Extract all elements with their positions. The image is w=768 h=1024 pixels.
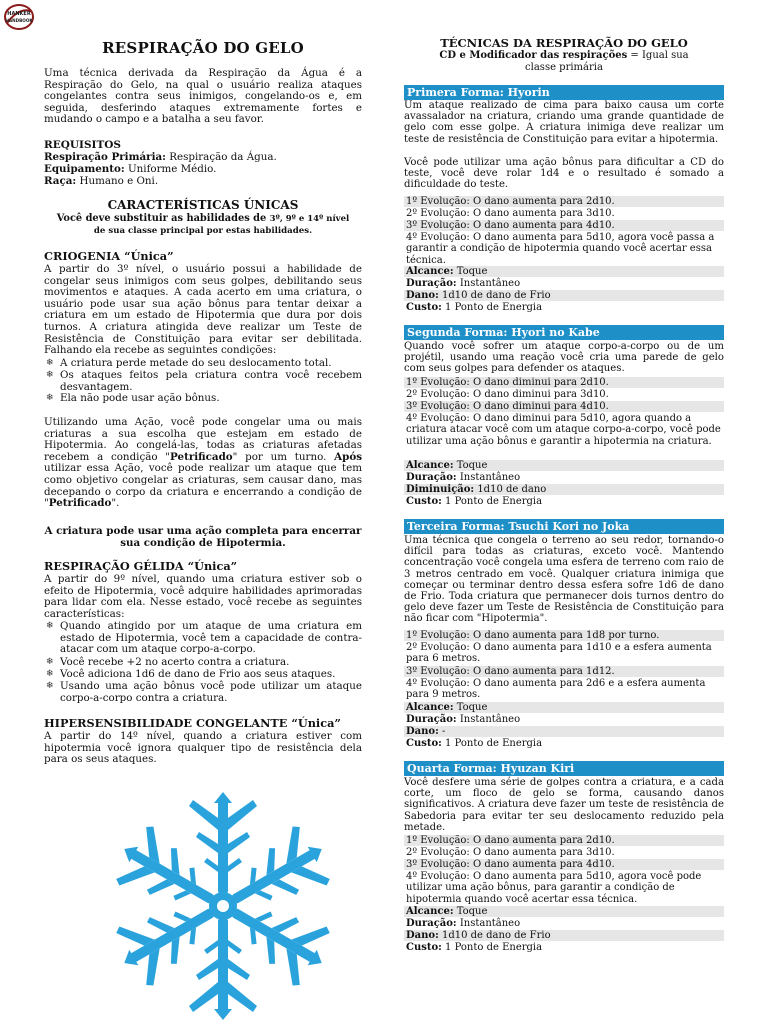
form-2-duration: Duração: Instantâneo: [404, 472, 724, 483]
form-2-reduction: Diminuição: 1d10 de dano: [404, 484, 724, 495]
gelida-bullet-3: ❄ Você adiciona 1d6 de dano de Frio aos seus ataques.: [46, 668, 336, 680]
characteristics-heading: CARACTERÍSTICAS ÚNICAS: [107, 198, 299, 212]
form-4-cost: Custo: 1 Ponto de Energia: [404, 942, 724, 953]
logo-line2: HANDBOOK: [5, 18, 33, 23]
gelida-bullet-1: ❄ Quando atingido por um ataque de uma criatura em estado de Hipotermia, você tem a capacidade de contra-atacar com um ataque corpo-a-corpo.: [46, 620, 362, 656]
form-3-header: Terceira Forma: Tsuchi Kori no Joka: [404, 519, 724, 534]
handbook-logo: [4, 3, 34, 31]
criogenia-text: A partir do 3º nível, o usuário possui a habilidade de congelar seus inimigos com seus golpes, debilitando seus movimentos e ataques. A cada acerto em uma criatura, o usuário pode usar sua ação bônus para tentar deixar a criatura em um estado de Hipotermia que dura por dois turnos. A criatura atingida deve realizar um Teste de Resistência de Constituição para evitar ser debilitada. Falhando ela recebe as seguintes condições:: [44, 263, 362, 357]
characteristics-sub-1: Você deve substituir as habilidades de 3º, 9º e 14º nível: [56, 213, 350, 224]
criogenia-note: A criatura pode usar uma ação completa para encerrar sua condição de Hipotermia.: [44, 525, 362, 549]
form-1-range: Alcance: Toque: [404, 266, 724, 277]
form-3-range: Alcance: Toque: [404, 702, 724, 713]
gelida-bullet-2: ❄ Você recebe +2 no acerto contra a criatura.: [46, 656, 290, 668]
snowflake-bullet-icon: ❄: [46, 669, 54, 679]
snowflake-icon: [108, 792, 338, 1020]
techniques-title: TÉCNICAS DA RESPIRAÇÃO DO GELO: [440, 36, 688, 50]
form-4-range: Alcance: Toque: [404, 906, 724, 917]
form-2-evo-2: 2º Evolução: O dano diminui para 3d10.: [404, 389, 724, 400]
form-4-evo-3: 3º Evolução: O dano aumenta para 4d10.: [404, 859, 724, 870]
form-1-desc: Um ataque realizado de cima para baixo causa um corte avassalador na criatura, criando uma grande quantidade de gelo com esse golpe. A criatura inimiga deve realizar um teste de resistência de Constituição para evitar a hipotermia.: [404, 100, 724, 145]
form-4-damage: Dano: 1d10 de dano de Frio: [404, 930, 724, 941]
form-4-evo-4: 4º Evolução: O dano aumenta para 5d10, agora você pode utilizar uma ação bônus, para garantir a condição de hipotermia quando você acertar essa técnica.: [404, 871, 724, 904]
gelida-heading: RESPIRAÇÃO GÉLIDA “Única”: [44, 559, 238, 573]
form-3-evo-1: 1º Evolução: O dano aumenta para 1d8 por turno.: [404, 630, 724, 641]
form-3-evo-3: 3º Evolução: O dano aumenta para 1d12.: [404, 666, 724, 677]
snowflake-bullet-icon: ❄: [46, 393, 54, 403]
snowflake-bullet-icon: ❄: [46, 621, 54, 631]
hiper-heading: HIPERSENSIBILIDADE CONGELANTE “Única”: [44, 716, 341, 730]
req-primary: Respiração Primária: Respiração da Água.: [44, 151, 277, 163]
form-1-evo-4: 4º Evolução: O dano aumenta para 5d10, agora você passa a garantir a condição de hipotermia quando você acertar essa técnica.: [404, 232, 724, 265]
techniques-subtitle: CD e Modificador das respirações = Igual sua classe primária: [439, 50, 689, 73]
form-1-desc-2: Você pode utilizar uma ação bônus para dificultar a CD do teste, você deve rolar 1d4 e o resultado é somado a dificuldade do teste.: [404, 157, 724, 191]
snowflake-bullet-icon: ❄: [46, 358, 54, 368]
form-2-desc: Quando você sofrer um ataque corpo-a-corpo ou de um projétil, usando uma reação você cria uma parede de gelo com seus golpes para defender os ataques.: [404, 341, 724, 375]
gelida-text: A partir do 9º nível, quando uma criatura estiver sob o efeito de Hipotermia, você adquire habilidades aprimoradas para lidar com ela. Nesse estado, você recebe as seguintes características:: [44, 573, 362, 620]
form-3-duration: Duração: Instantâneo: [404, 714, 724, 725]
characteristics-sub-2: de sua classe principal por estas habilidades.: [93, 226, 313, 236]
form-2-evo-1: 1º Evolução: O dano diminui para 2d10.: [404, 377, 724, 388]
req-race: Raça: Humano e Oni.: [44, 175, 159, 187]
form-3-desc: Uma técnica que congela o terreno ao seu redor, tornando-o difícil para todas as criaturas, exceto você. Mantendo concentração você congela uma esfera de terreno com raio de 3 metros centrado em você. Qualquer criatura inimiga que começar ou terminar dentro dessa esfera sofre 1d6 de dano de Frio. Toda criatura que permanecer dois turnos dentro do gelo deve fazer um Teste de Resistência de Constituição para não ficar com "Hipotermia".: [404, 535, 724, 625]
snowflake-bullet-icon: ❄: [46, 681, 54, 691]
form-4-header: Quarta Forma: Hyuzan Kiri: [404, 761, 724, 776]
form-1-header: Primera Forma: Hyorin: [404, 85, 724, 100]
form-4-evo-2: 2º Evolução: O dano aumenta para 3d10.: [404, 847, 724, 858]
snowflake-bullet-icon: ❄: [46, 370, 54, 380]
logo-line1: HANKER: [7, 11, 31, 17]
form-1-evo-1: 1º Evolução: O dano aumenta para 2d10.: [404, 196, 724, 207]
form-3-evo-2: 2º Evolução: O dano aumenta para 1d10 e a esfera aumenta para 6 metros.: [404, 642, 724, 664]
intro-paragraph: Uma técnica derivada da Respiração da Água é a Respiração do Gelo, na qual o usuário realiza ataques congelantes contra seus inimigos, congelando-os e, em seguida, desferindo ataques extremamente fortes e mudando o campo e a batalha a seu favor.: [44, 67, 362, 126]
form-1-evo-2: 2º Evolução: O dano aumenta para 3d10.: [404, 208, 724, 219]
form-1-cost: Custo: 1 Ponto de Energia: [404, 302, 724, 313]
snowflake-bullet-icon: ❄: [46, 657, 54, 667]
criogenia-text-2: Utilizando uma Ação, você pode congelar uma ou mais criaturas a sua escolha que estejam em estado de Hipotermia. Ao congelá-las, todas as criaturas afetadas recebem a condição "Petrificado" por um turno. Após utilizar essa Ação, você pode realizar um ataque que tem como objetivo congelar as criaturas, sem causar dano, mas decepando o corpo da criatura e encerrando a condição de "Petrificado".: [44, 416, 362, 510]
criogenia-bullet-3: ❄ Ela não pode usar ação bônus.: [46, 392, 220, 404]
gelida-bullet-4: ❄ Usando uma ação bônus você pode utilizar um ataque corpo-a-corpo contra a criatura.: [46, 680, 362, 704]
requirements-heading: REQUISITOS: [44, 139, 121, 151]
page-title: RESPIRAÇÃO DO GELO: [102, 39, 304, 57]
form-2-evo-3: 3º Evolução: O dano diminui para 4d10.: [404, 401, 724, 412]
form-2-header: Segunda Forma: Hyori no Kabe: [404, 325, 724, 340]
form-1-damage: Dano: 1d10 de dano de Frio: [404, 290, 724, 301]
criogenia-bullet-2: ❄ Os ataques feitos pela criatura contra você recebem desvantagem.: [46, 369, 362, 393]
form-2-cost: Custo: 1 Ponto de Energia: [404, 496, 724, 507]
form-3-cost: Custo: 1 Ponto de Energia: [404, 738, 724, 749]
form-1-duration: Duração: Instantâneo: [404, 278, 724, 289]
form-4-evo-1: 1º Evolução: O dano aumenta para 2d10.: [404, 835, 724, 846]
criogenia-bullet-1: ❄ A criatura perde metade do seu deslocamento total.: [46, 357, 332, 369]
criogenia-heading: CRIOGENIA “Única”: [44, 249, 174, 263]
form-2-range: Alcance: Toque: [404, 460, 724, 471]
form-2-evo-4: 4º Evolução: O dano diminui para 5d10, agora quando a criatura atacar você com um ataque corpo-a-corpo, você pode utilizar uma ação bônus e garantir a hipotermia na criatura.: [404, 413, 724, 458]
req-equipment: Equipamento: Uniforme Médio.: [44, 163, 217, 175]
hiper-text: A partir do 14º nível, quando a criatura estiver com hipotermia você ignora qualquer tipo de resistência dela para os seus ataques.: [44, 730, 362, 766]
form-3-damage: Dano: -: [404, 726, 724, 737]
form-3-evo-4: 4º Evolução: O dano aumenta para 2d6 e a esfera aumenta para 9 metros.: [404, 678, 724, 700]
form-1-evo-3: 3º Evolução: O dano aumenta para 4d10.: [404, 220, 724, 231]
form-4-duration: Duração: Instantâneo: [404, 918, 724, 929]
form-4-desc: Você desfere uma série de golpes contra a criatura, e a cada corte, um floco de gelo se forma, causando danos significativos. A criatura deve fazer um teste de resistência de Sabedoria para evitar ter seu deslocamento reduzido pela metade.: [404, 777, 724, 833]
